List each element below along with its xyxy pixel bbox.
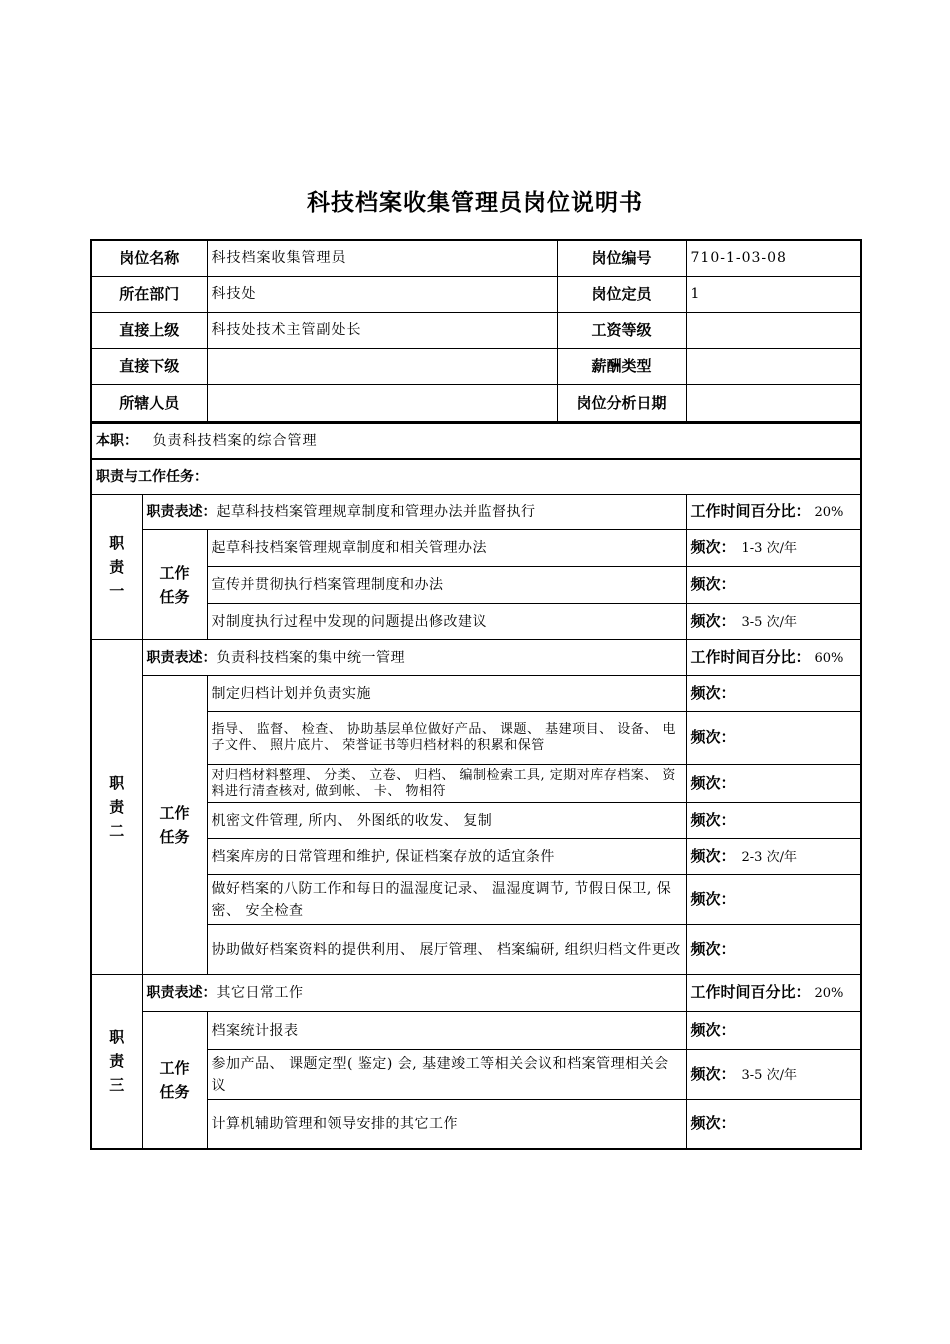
task-text: 做好档案的八防工作和每日的温湿度记录、 温湿度调节, 节假日保卫, 保密、 安全检查 [207, 875, 686, 925]
analysis-date-label: 岗位分析日期 [557, 384, 686, 421]
task-text: 档案统计报表 [207, 1012, 686, 1050]
duty-2-desc [142, 640, 686, 676]
duty-1-desc [142, 495, 686, 530]
salary-grade-label: 工资等级 [557, 312, 686, 348]
task-freq: 频次： [686, 803, 861, 839]
main-duty-label: 本职： [96, 432, 138, 449]
pay-type-label: 薪酬类型 [557, 348, 686, 384]
duty-2-tasks-label: 工作 任务 [142, 676, 207, 975]
headcount-value: 1 [686, 276, 861, 312]
pay-type-value [686, 348, 861, 384]
headcount-label: 岗位定员 [557, 276, 686, 312]
task-freq: 频次： [686, 1100, 861, 1149]
task-freq: 频次： 3-5 次/年 [686, 1050, 861, 1100]
main-duty-row [91, 423, 861, 459]
task-freq: 频次： [686, 1012, 861, 1050]
job-description-form [90, 239, 860, 1150]
task-freq: 频次： [686, 765, 861, 803]
task-text: 机密文件管理, 所内、 外图纸的收发、 复制 [207, 803, 686, 839]
superior-label: 直接上级 [91, 312, 207, 348]
duty-3-name: 职 责 三 [91, 975, 142, 1149]
header-table [90, 239, 862, 422]
dept-label: 所在部门 [91, 276, 207, 312]
duty-1-tasks-label: 工作 任务 [142, 530, 207, 640]
time-pct-label: 工作时间百分比： [690, 647, 811, 666]
task-freq: 频次： [686, 875, 861, 925]
duty-3-tasks-label: 工作 任务 [142, 1012, 207, 1149]
task-text: 指导、 监督、 检查、 协助基层单位做好产品、 课题、 基建项目、 设备、 电子文件、 照片底片、 荣誉证书等归档材料的积累和保管 [207, 712, 686, 765]
superior-value: 科技处技术主管副处长 [207, 312, 557, 348]
task-freq: 频次： 3-5 次/年 [686, 604, 861, 640]
task-text: 对归档材料整理、 分类、 立卷、 归档、 编制检索工具, 定期对库存档案、 资料进行清查核对, 做到帐、 卡、 物相符 [207, 765, 686, 803]
staff-label: 所辖人员 [91, 384, 207, 421]
task-freq: 频次： [686, 676, 861, 712]
duty-desc-text: 起草科技档案管理规章制度和管理办法并监督执行 [216, 504, 536, 520]
page-title: 科技档案收集管理员岗位说明书 [307, 190, 643, 216]
task-text: 起草科技档案管理规章制度和相关管理办法 [207, 530, 686, 567]
subordinate-value [207, 348, 557, 384]
task-text: 协助做好档案资料的提供利用、 展厅管理、 档案编研, 组织归档文件更改 [207, 925, 686, 975]
time-pct-value: 60% [814, 650, 844, 666]
duty-1-name: 职 责 一 [91, 495, 142, 640]
task-freq: 频次： 1-3 次/年 [686, 530, 861, 567]
duty-1-pct [686, 495, 861, 530]
task-freq: 频次： [686, 567, 861, 604]
task-freq: 频次： [686, 712, 861, 765]
duty-desc-text: 其它日常工作 [216, 985, 304, 1001]
main-duty-text: 负责科技档案的综合管理 [152, 432, 318, 449]
task-text: 对制度执行过程中发现的问题提出修改建议 [207, 604, 686, 640]
duties-table [90, 422, 862, 1150]
duty-desc-text: 负责科技档案的集中统一管理 [216, 649, 405, 666]
job-code-value: 710-1-03-08 [686, 240, 861, 276]
time-pct-value: 20% [814, 505, 844, 520]
task-freq: 频次： [686, 925, 861, 975]
duty-2-pct [686, 640, 861, 676]
salary-grade-value [686, 312, 861, 348]
duty-desc-label: 职责表述： [146, 649, 217, 666]
time-pct-label: 工作时间百分比： [690, 502, 811, 520]
task-text: 宣传并贯彻执行档案管理制度和办法 [207, 567, 686, 604]
subordinate-label: 直接下级 [91, 348, 207, 384]
time-pct-label: 工作时间百分比： [690, 983, 811, 1001]
duty-3-pct [686, 975, 861, 1012]
duty-2-name: 职 责 二 [91, 640, 142, 975]
task-text: 参加产品、 课题定型( 鉴定) 会, 基建竣工等相关会议和档案管理相关会议 [207, 1050, 686, 1100]
task-text: 制定归档计划并负责实施 [207, 676, 686, 712]
duties-header: 职责与工作任务： [91, 459, 861, 495]
dept-value: 科技处 [207, 276, 557, 312]
job-name-label: 岗位名称 [91, 240, 207, 276]
staff-value [207, 384, 557, 421]
duty-3-desc [142, 975, 686, 1012]
time-pct-value: 20% [814, 986, 844, 1001]
analysis-date-value [686, 384, 861, 421]
duty-desc-label: 职责表述： [146, 504, 217, 520]
duty-desc-label: 职责表述： [146, 985, 217, 1001]
job-code-label: 岗位编号 [557, 240, 686, 276]
task-freq: 频次： 2-3 次/年 [686, 839, 861, 875]
task-text: 档案库房的日常管理和维护, 保证档案存放的适宜条件 [207, 839, 686, 875]
job-name-value: 科技档案收集管理员 [207, 240, 557, 276]
task-text: 计算机辅助管理和领导安排的其它工作 [207, 1100, 686, 1149]
